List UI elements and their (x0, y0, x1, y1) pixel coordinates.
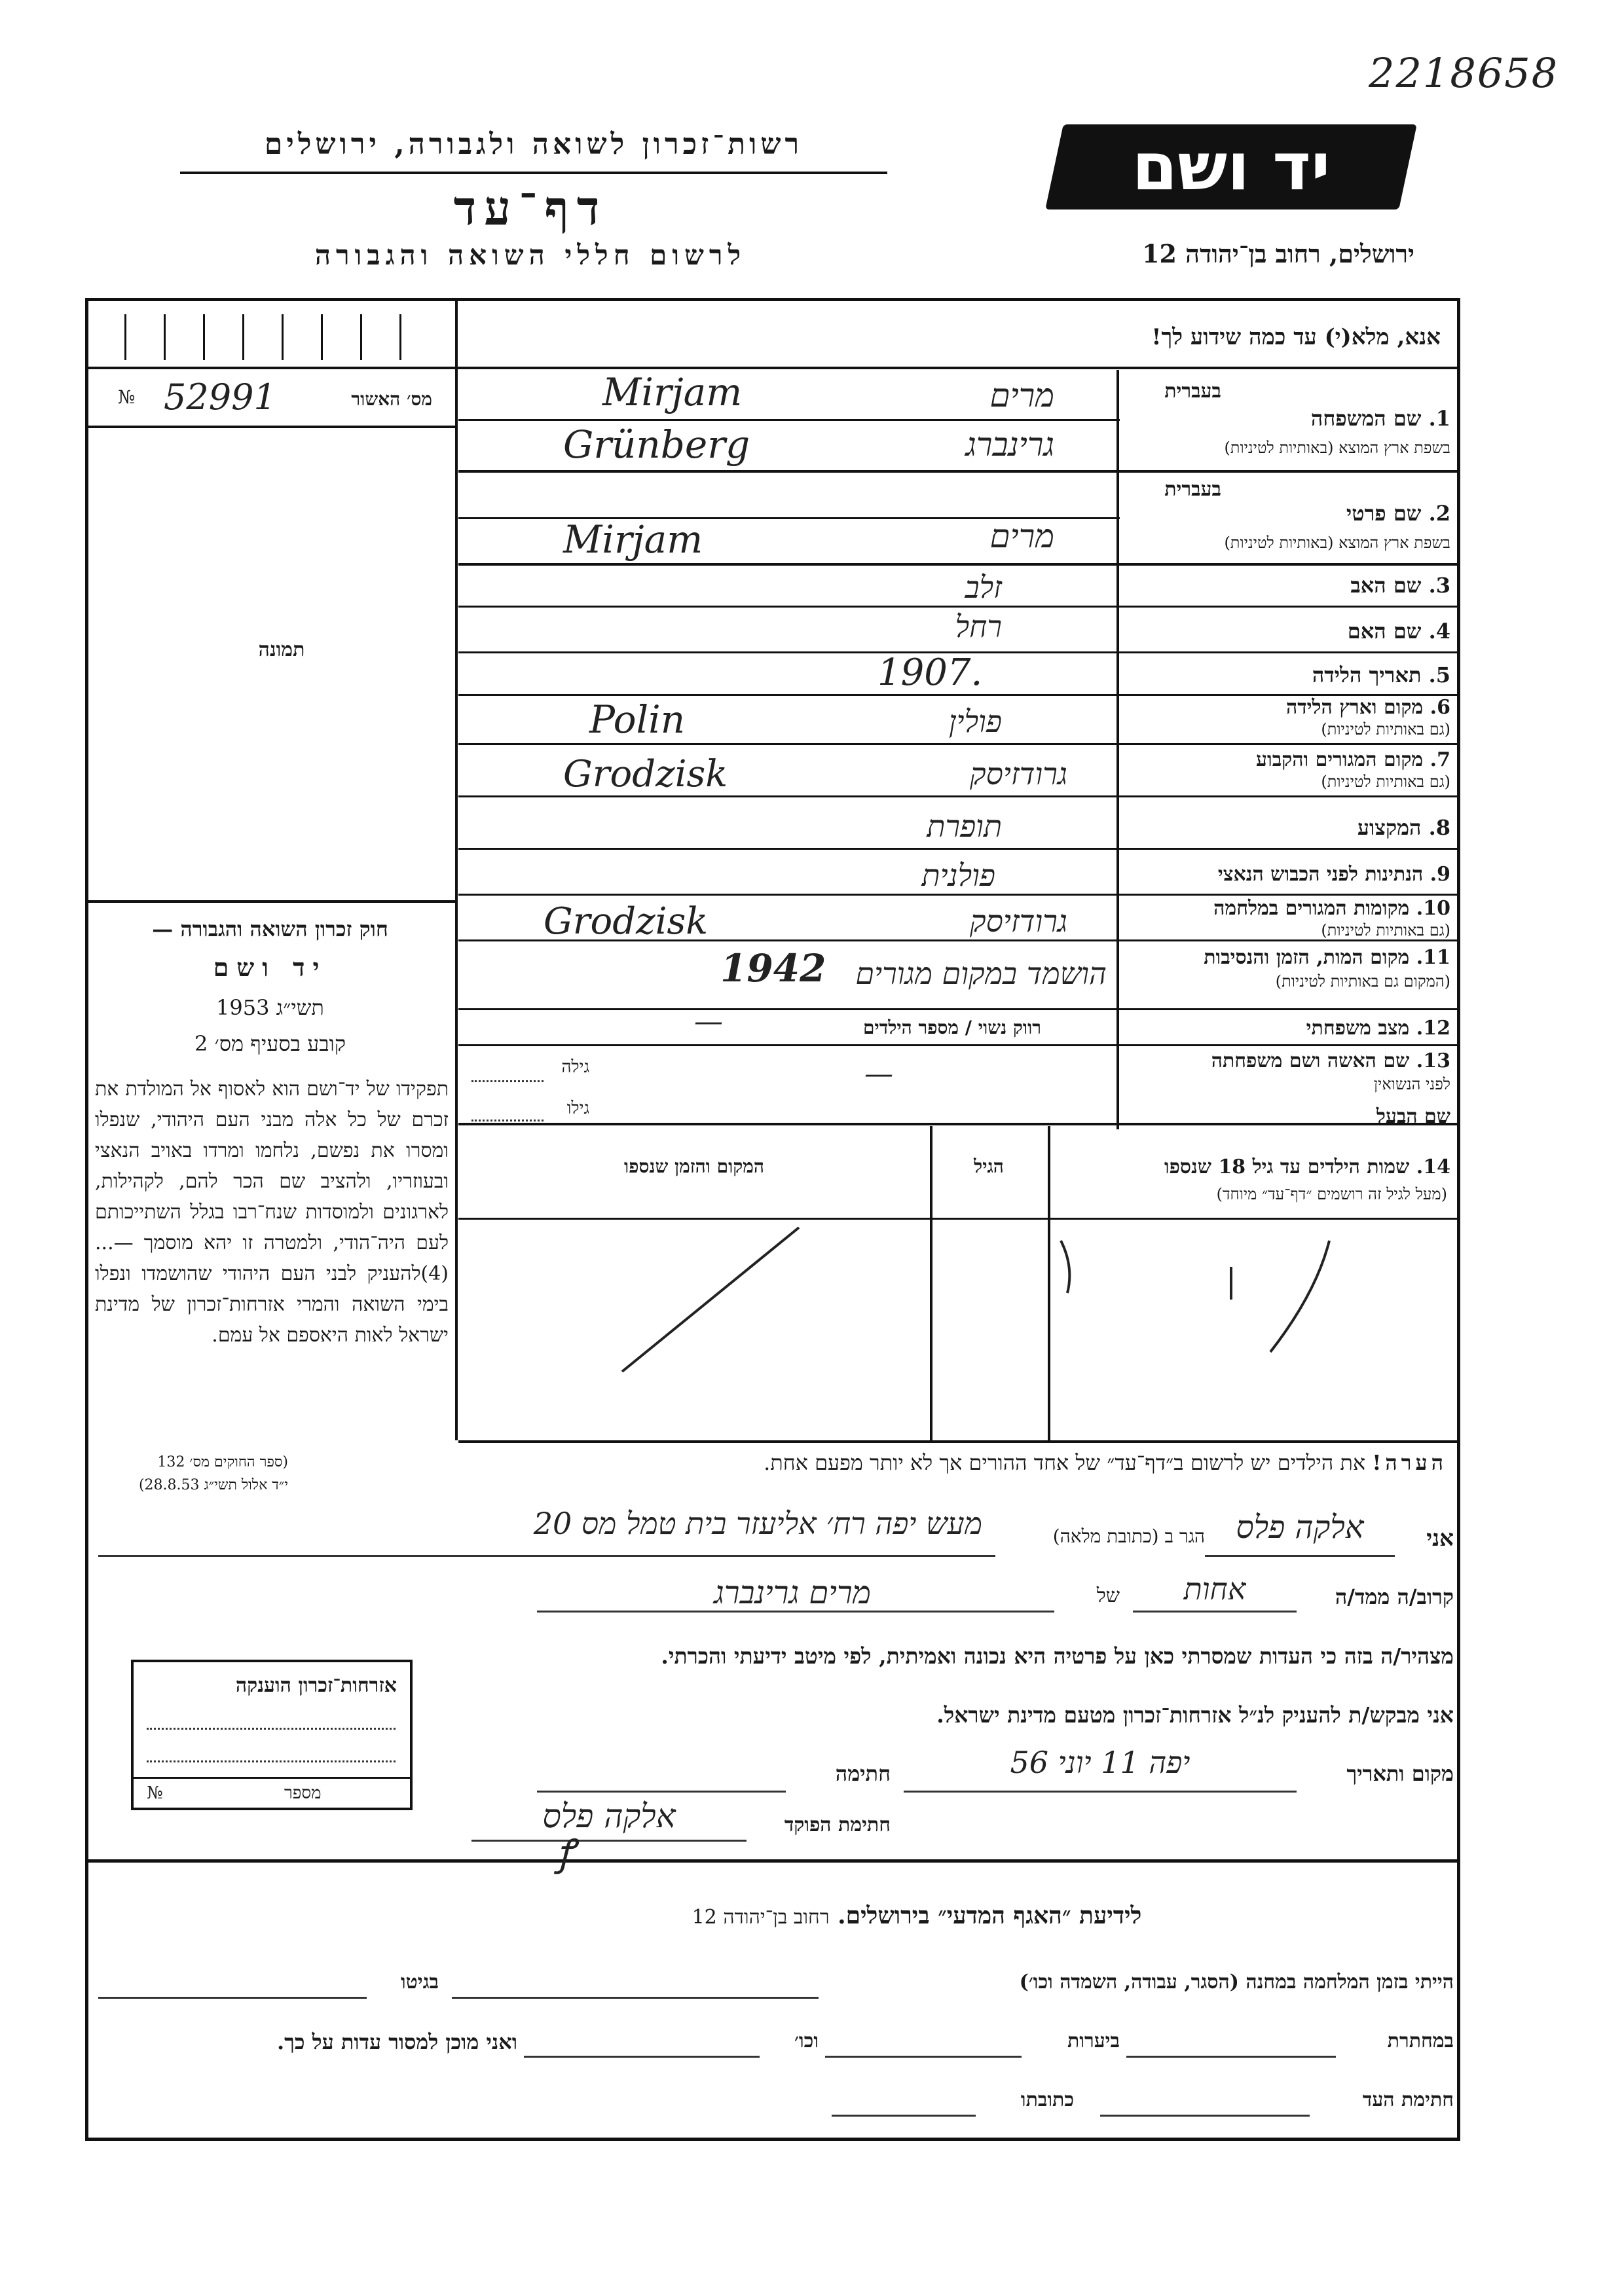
field-3-text: שם האב (1350, 573, 1422, 598)
bottom-line3-a: חתימת העד (1362, 2088, 1454, 2111)
photo-label: תמונה (258, 638, 305, 661)
field-1-num: 1. (1428, 406, 1450, 431)
field-3-label (1123, 573, 1450, 598)
approval-label: מס׳ האשור (351, 388, 432, 410)
note-text: את הילדים יש לרשום ב״דף־עד״ של אחד ההורים אך לא יותר מפעם אחת. (764, 1450, 1366, 1475)
field-13-num: 13. (1416, 1049, 1450, 1072)
form-subtitle: לרשום חללי השואה והגבורה (314, 239, 747, 271)
field-6-num: 6. (1430, 696, 1450, 719)
law-body: תפקידו של יד־ושם הוא לאסוף אל המולדת את זכרם של כל אלה מבני העם היהודי, שנפלו ומסרו את נפשם, נלחמו ומרדו באויב הנאצי ובעוזריו, ולהציב שם הכר להם, לקהילות, לארגונים ולמוסדות שנח־רבו בגלל השתייכותם לעם היה־הודי, ולמטרה זו יהא מוסמך —...(4)להעניק לבני העם היהודי שהושמדו ונפלו בימי השואה והמרי אזרחות־זכרון של מדינת ישראל לאות היאספם אל עמם. (95, 1078, 449, 1347)
field-10-text: מקומות המגורים במלחמה (1213, 897, 1410, 920)
field-4-label (1123, 619, 1450, 644)
declarant-address: מעש יפה רח׳ אליעזר בית טמל מס 20 (533, 1506, 982, 1541)
law-title: חוק זכרון השואה והגבורה — (152, 917, 388, 941)
field-5-value: 1907. (877, 651, 983, 694)
of-name: מרים גרינברג (714, 1575, 871, 1611)
field-9-value: פולנית (921, 858, 995, 893)
relation-value: אחות (1183, 1571, 1246, 1607)
field-11-value-year: 1942 (720, 946, 826, 991)
declarant-name: אלקה פלס (1236, 1509, 1364, 1546)
field-1-label (1231, 406, 1450, 431)
field-2-sub: בשפת ארץ המוצא (באותיות לטיניות) (1224, 534, 1450, 552)
field-9-label (1123, 863, 1450, 886)
bottom-heading (491, 1902, 1342, 1929)
citizenship-box (131, 1660, 413, 1810)
field-8-text: המקצוע (1357, 815, 1422, 840)
signature-label: חתימה (835, 1761, 891, 1786)
field-1-sub: בשפת ארץ המוצא (באותיות לטיניות) (1224, 439, 1450, 457)
field-10-value-he: גרודזיסק (970, 903, 1067, 939)
field-12-text: מצב משפחתי (1306, 1017, 1410, 1040)
children-col-age: הגיל (974, 1156, 1004, 1177)
field-12-label (1123, 1017, 1450, 1040)
relation-label: קרוב/ה ממד/ה (1335, 1584, 1454, 1609)
field-12-num: 12. (1416, 1017, 1450, 1040)
field-2-value-latin: Mirjam (563, 517, 703, 562)
field-5-num: 5. (1428, 663, 1450, 687)
field-13-sub: לפני הנשואין (1373, 1075, 1450, 1093)
field-3-num: 3. (1428, 573, 1450, 598)
field-1-value-latin2: Grünberg (563, 422, 750, 467)
citizenship-no-prefix: № (147, 1783, 163, 1803)
field-13-age1-label: גילה (561, 1057, 589, 1077)
field-13-value: — (864, 1057, 893, 1091)
address: ירושלים, רחוב בן־יהודה 12 (1142, 239, 1414, 268)
field-11-label (1123, 946, 1450, 969)
bottom-line3-b: כתובתו (1020, 2088, 1074, 2111)
bottom-line2-a: במחתרת (1387, 2030, 1454, 2052)
field-2-value-he: מרים (989, 517, 1054, 555)
field-6-value-he: פולין (948, 704, 1002, 739)
approval-number: 52991 (164, 376, 276, 418)
field-2-num: 2. (1428, 501, 1450, 526)
note-label: הערה! (1372, 1450, 1447, 1475)
bottom-line2-d: ואני מוכן למסור עדות על כך. (276, 2030, 517, 2054)
field-4-text: שם האם (1347, 619, 1422, 644)
field-1-side: בעברית (1164, 380, 1221, 403)
officer-label: חתימת הפוקד (784, 1813, 891, 1836)
children-strike-lines (458, 1221, 1460, 1437)
bottom-scribble: ꝭ (557, 1832, 574, 1874)
field-3-value: זלב (965, 570, 1002, 605)
field-13-husband-label: שם הבעל (1376, 1105, 1450, 1128)
field-6-label (1123, 696, 1450, 719)
children-num: 14. (1416, 1156, 1450, 1178)
law-footnote-2: י״ד אלול תשי״ג 28.8.53) (138, 1477, 288, 1493)
law-subtitle: יד ושם (213, 953, 327, 982)
field-8-label (1123, 815, 1450, 840)
field-11-text: מקום המות, הזמן והנסיבות (1204, 946, 1410, 969)
field-5-text: תאריך הלידה (1312, 663, 1422, 687)
statement-2: אני מבקש/ת להעניק לנ״ל אזרחות־זכרון מטעם מדינת ישראל. (936, 1702, 1454, 1728)
declaration-i-label: אני (1426, 1525, 1454, 1552)
field-12-options: רווק נשוי / מספר הילדים (862, 1017, 1041, 1038)
field-13-age2-label: גילו (566, 1099, 589, 1118)
law-clause: קובע בסעיף מס׳ 2 (194, 1031, 346, 1056)
authority-title: רשות־זכרון לשואה ולגבורה, ירושלים (264, 128, 803, 161)
field-1-value-latin: Mirjam (602, 370, 743, 414)
bottom-line2-b: ביערות (1067, 2030, 1120, 2052)
field-12-value: — (694, 1005, 723, 1038)
field-1-value-he2: גרינברג (965, 426, 1054, 464)
citizenship-number-label: מספר (284, 1783, 322, 1803)
field-7-value-he: גרודזיסק (970, 756, 1067, 792)
field-11-num: 11. (1416, 946, 1450, 969)
field-5-label (1123, 663, 1450, 687)
field-6-value-latin: Polin (589, 697, 686, 742)
intro-text: אנא, מלא(י) עד כמה שידוע לך! (1151, 324, 1441, 350)
children-col-place: המקום והזמן שנספו (624, 1156, 764, 1177)
logo-text: יד ושם (1132, 128, 1331, 205)
law-year: תשי״ג 1953 (216, 995, 324, 1020)
field-7-sub: (גם באותיות לטיניות) (1321, 773, 1450, 791)
field-8-value: תופרת (927, 809, 1002, 844)
place-date-label: מקום ותאריך (1346, 1761, 1454, 1786)
field-9-text: הנתינות לפני הכבוש הנאצי (1217, 863, 1424, 886)
bottom-line1-a: הייתי בזמן המלחמה במחנה (הסגר, עבודה, השמדה וכו׳) (1019, 1971, 1454, 1994)
field-6-text: מקום וארץ הלידה (1285, 696, 1424, 719)
note-row (471, 1450, 1447, 1475)
archive-number: 2218658 (1369, 49, 1559, 97)
field-8-num: 8. (1428, 815, 1450, 840)
field-1-value-he: מרים (989, 376, 1054, 414)
field-9-num: 9. (1430, 863, 1450, 886)
bottom-line2-c: וכו׳ (794, 2030, 819, 2052)
field-1-text: שם המשפחה (1310, 406, 1422, 431)
bottom-address: רחוב בן־יהודה 12 (692, 1906, 830, 1929)
field-4-num: 4. (1428, 619, 1450, 644)
approval-prefix: № (118, 386, 136, 408)
field-10-num: 10. (1416, 897, 1450, 920)
field-10-sub: (גם באותיות לטיניות) (1321, 921, 1450, 939)
statement-1: מצהיר/ה בזה כי העדות שמסרתי כאן על פרטיה היא נכונה ואמיתית, לפי מיטב ידיעתי והכרתי. (661, 1643, 1454, 1669)
bottom-line1-b: בגיטו (400, 1971, 439, 1994)
field-7-label (1123, 748, 1450, 771)
field-7-text: מקום המגורים והקבוע (1256, 748, 1424, 771)
law-footnote-1: (ספר החוקים מס׳ 132 (157, 1454, 288, 1470)
field-13-label (1123, 1049, 1450, 1072)
field-4-value: רחל (955, 609, 1002, 644)
field-2-label (1231, 501, 1450, 526)
children-label (1054, 1156, 1450, 1178)
place-date-value: יפה 11 יוני 56 (1010, 1745, 1190, 1780)
field-11-value-he: הושמד במקום מגורים (855, 956, 1107, 991)
field-2-side: בעברית (1164, 478, 1221, 501)
field-7-value-latin: Grodzisk (563, 753, 728, 795)
form-title: דף־עד (453, 180, 608, 236)
field-7-num: 7. (1430, 748, 1450, 771)
field-13-text: שם האשה ושם משפחתה (1211, 1049, 1410, 1072)
field-10-label (1123, 897, 1450, 920)
field-10-value-latin: Grodzisk (544, 900, 709, 943)
children-sub: (מעל לגיל זה רושמים ״דף־עד״ מיוחד) (1216, 1185, 1447, 1203)
bottom-heading-text: לידיעת ״האגף המדעי״ בירושלים. (838, 1902, 1142, 1929)
citizenship-title: אזרחות־זכרון הוענקה (235, 1674, 397, 1697)
of-label: של (1096, 1584, 1120, 1607)
children-text: שמות הילדים עד גיל 18 שנספו (1164, 1156, 1410, 1178)
resident-label: הגר ב (כתובת מלאה) (1052, 1525, 1205, 1547)
field-11-sub: (המקום גם באותיות לטיניות) (1275, 972, 1450, 991)
field-2-text: שם פרטי (1346, 501, 1422, 526)
officer-signature: אלקה פלס (542, 1797, 676, 1835)
field-6-sub: (גם באותיות לטיניות) (1321, 720, 1450, 738)
